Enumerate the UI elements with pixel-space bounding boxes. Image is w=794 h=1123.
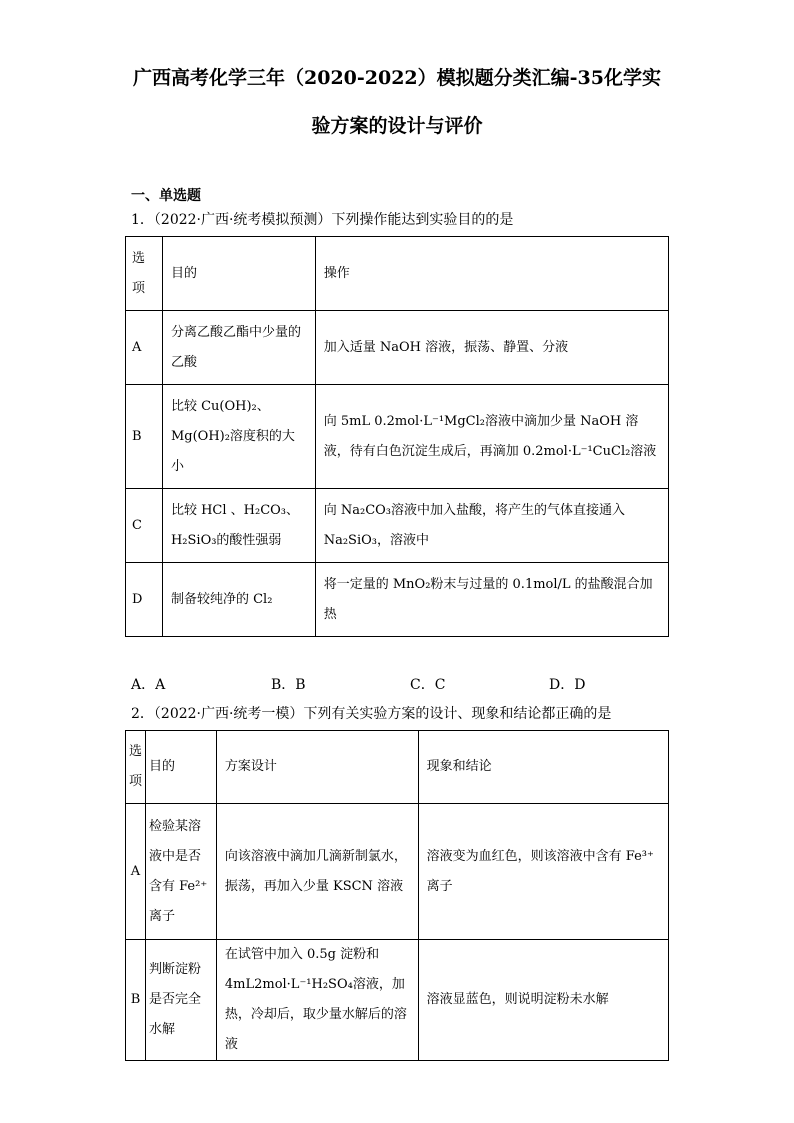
row-operation: 加入适量 NaOH 溶液，振荡、静置、分液 <box>315 311 668 385</box>
row-operation: 向 Na₂CO₃溶液中加入盐酸，将产生的气体直接通入 Na₂SiO₃，溶液中 <box>315 489 668 563</box>
header-option: 选项 <box>126 731 146 804</box>
row-goal: 检验某溶液中是否含有 Fe²⁺离子 <box>145 804 216 940</box>
row-option: D <box>126 563 163 637</box>
row-goal: 分离乙酸乙酯中少量的乙酸 <box>162 311 315 385</box>
answer-option-d[interactable]: D．D <box>549 677 586 693</box>
table-row <box>126 385 669 489</box>
row-plan: 在试管中加入 0.5g 淀粉和 4mL2mol·L⁻¹H₂SO₄溶液，加热，冷却后，取少量水解后的溶液 <box>216 940 418 1061</box>
answer-option-b[interactable]: B．B <box>271 677 306 693</box>
table-row <box>126 311 669 385</box>
header-operation: 操作 <box>315 237 668 311</box>
row-goal: 制备较纯净的 Cl₂ <box>162 563 315 637</box>
table-row <box>126 563 669 637</box>
document-title-line-2: 验方案的设计与评价 <box>311 115 483 137</box>
header-goal: 目的 <box>145 731 216 804</box>
header-option: 选项 <box>126 237 163 311</box>
table-row <box>126 489 669 563</box>
header-result: 现象和结论 <box>418 731 668 804</box>
table-header-row <box>126 731 669 804</box>
header-goal: 目的 <box>162 237 315 311</box>
row-option: B <box>126 385 163 489</box>
row-result: 溶液变为血红色，则该溶液中含有 Fe³⁺离子 <box>418 804 668 940</box>
row-option: A <box>126 804 146 940</box>
row-option: A <box>126 311 163 385</box>
question-1-stem: 1．（2022·广西·统考模拟预测）下列操作能达到实验目的的是 <box>131 212 514 228</box>
question-2-table <box>125 730 669 1061</box>
question-1-table <box>125 236 669 637</box>
row-goal: 比较 Cu(OH)₂、Mg(OH)₂溶度积的大小 <box>162 385 315 489</box>
row-goal: 比较 HCl 、H₂CO₃、H₂SiO₃的酸性强弱 <box>162 489 315 563</box>
row-result: 溶液显蓝色，则说明淀粉未水解 <box>418 940 668 1061</box>
row-plan: 向该溶液中滴加几滴新制氯水，振荡，再加入少量 KSCN 溶液 <box>216 804 418 940</box>
row-option: C <box>126 489 163 563</box>
answer-option-c[interactable]: C．C <box>410 677 446 693</box>
row-operation: 向 5mL 0.2mol·L⁻¹MgCl₂溶液中滴加少量 NaOH 溶液，待有白色沉淀生成后，再滴加 0.2mol·L⁻¹CuCl₂溶液 <box>315 385 668 489</box>
table-header-row <box>126 237 669 311</box>
answer-option-a[interactable]: A．A <box>131 677 166 693</box>
question-2-stem: 2．（2022·广西·统考一模）下列有关实验方案的设计、现象和结论都正确的是 <box>131 706 612 722</box>
table-row <box>126 940 669 1061</box>
row-goal: 判断淀粉是否完全水解 <box>145 940 216 1061</box>
row-operation: 将一定量的 MnO₂粉末与过量的 0.1mol/L 的盐酸混合加热 <box>315 563 668 637</box>
document-title-line-1: 广西高考化学三年（2020-2022）模拟题分类汇编-35化学实 <box>133 67 661 89</box>
row-option: B <box>126 940 146 1061</box>
section-heading: 一、单选题 <box>131 188 201 204</box>
header-plan: 方案设计 <box>216 731 418 804</box>
table-row <box>126 804 669 940</box>
